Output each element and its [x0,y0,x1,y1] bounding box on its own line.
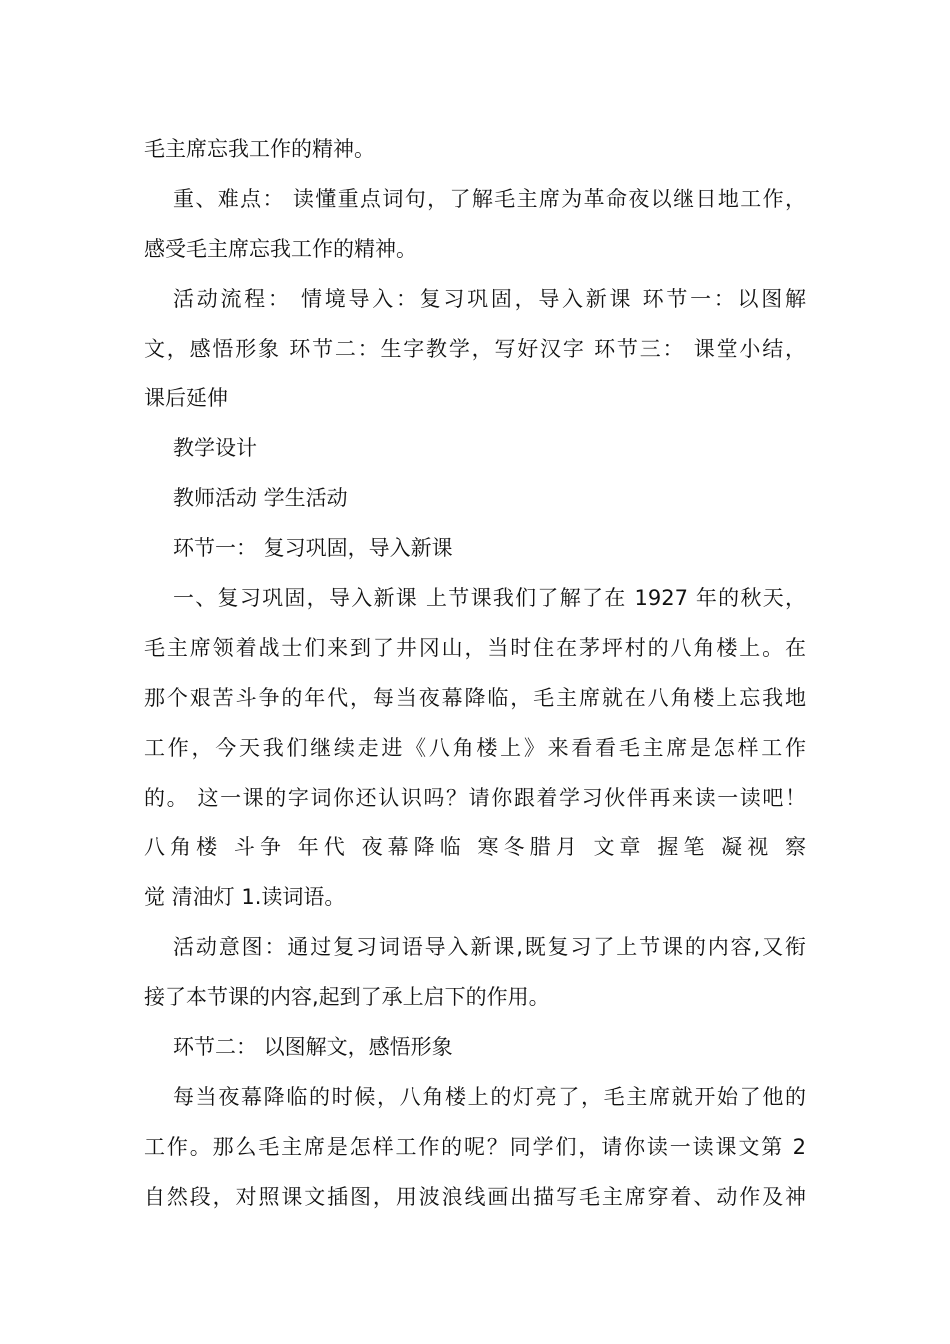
text-line: 文，感悟形象 环节二：生字教学，写好汉字 环节三： 课堂小结， [144,336,806,361]
text-line: 一、复习巩固，导入新课 上节课我们了解了在 1927 年的秋天， [173,586,806,611]
text-line: 工作，今天我们继续走进《八角楼上》来看看毛主席是怎样工作 [144,735,806,760]
section-heading: 教学设计 [173,436,257,461]
text-line: 的。 这一课的字词你还认识吗？请你跟着学习伙伴再来读一读吧！ [144,785,806,810]
text-line: 每当夜幕降临的时候，八角楼上的灯亮了，毛主席就开始了他的 [173,1084,806,1109]
text-line: 工作。那么毛主席是怎样工作的呢？同学们，请你读一读课文第 2 [144,1134,806,1159]
text-line: 课后延伸 [144,386,228,411]
vocabulary-line: 八角楼 斗争 年代 夜幕降临 寒冬腊月 文章 握笔 凝视 察 [144,835,806,860]
text-line: 重、难点： 读懂重点词句，了解毛主席为革命夜以继日地工作， [173,186,806,211]
text-line: 那个艰苦斗争的年代，每当夜幕降临，毛主席就在八角楼上忘我地 [144,685,806,710]
section-heading: 环节二： 以图解文，感悟形象 [173,1035,453,1060]
text-line: 自然段，对照课文插图，用波浪线画出描写毛主席穿着、动作及神 [144,1184,806,1209]
text-line: 活动流程： 情境导入：复习巩固，导入新课 环节一：以图解 [173,286,806,311]
text-line: 毛主席忘我工作的精神。 [144,137,375,161]
text-line: 活动意图：通过复习词语导入新课,既复习了上节课的内容,又衔 [173,935,806,960]
text-line: 教师活动 学生活动 [173,486,348,511]
text-line: 感受毛主席忘我工作的精神。 [144,236,417,261]
text-line: 毛主席领着战士们来到了井冈山，当时住在茅坪村的八角楼上。在 [144,635,806,660]
vocabulary-line: 觉 清油灯 1.读词语。 [144,885,346,910]
text-line: 接了本节课的内容,起到了承上启下的作用。 [144,985,550,1010]
section-heading: 环节一： 复习巩固，导入新课 [173,536,453,561]
document-body [144,125,806,1223]
